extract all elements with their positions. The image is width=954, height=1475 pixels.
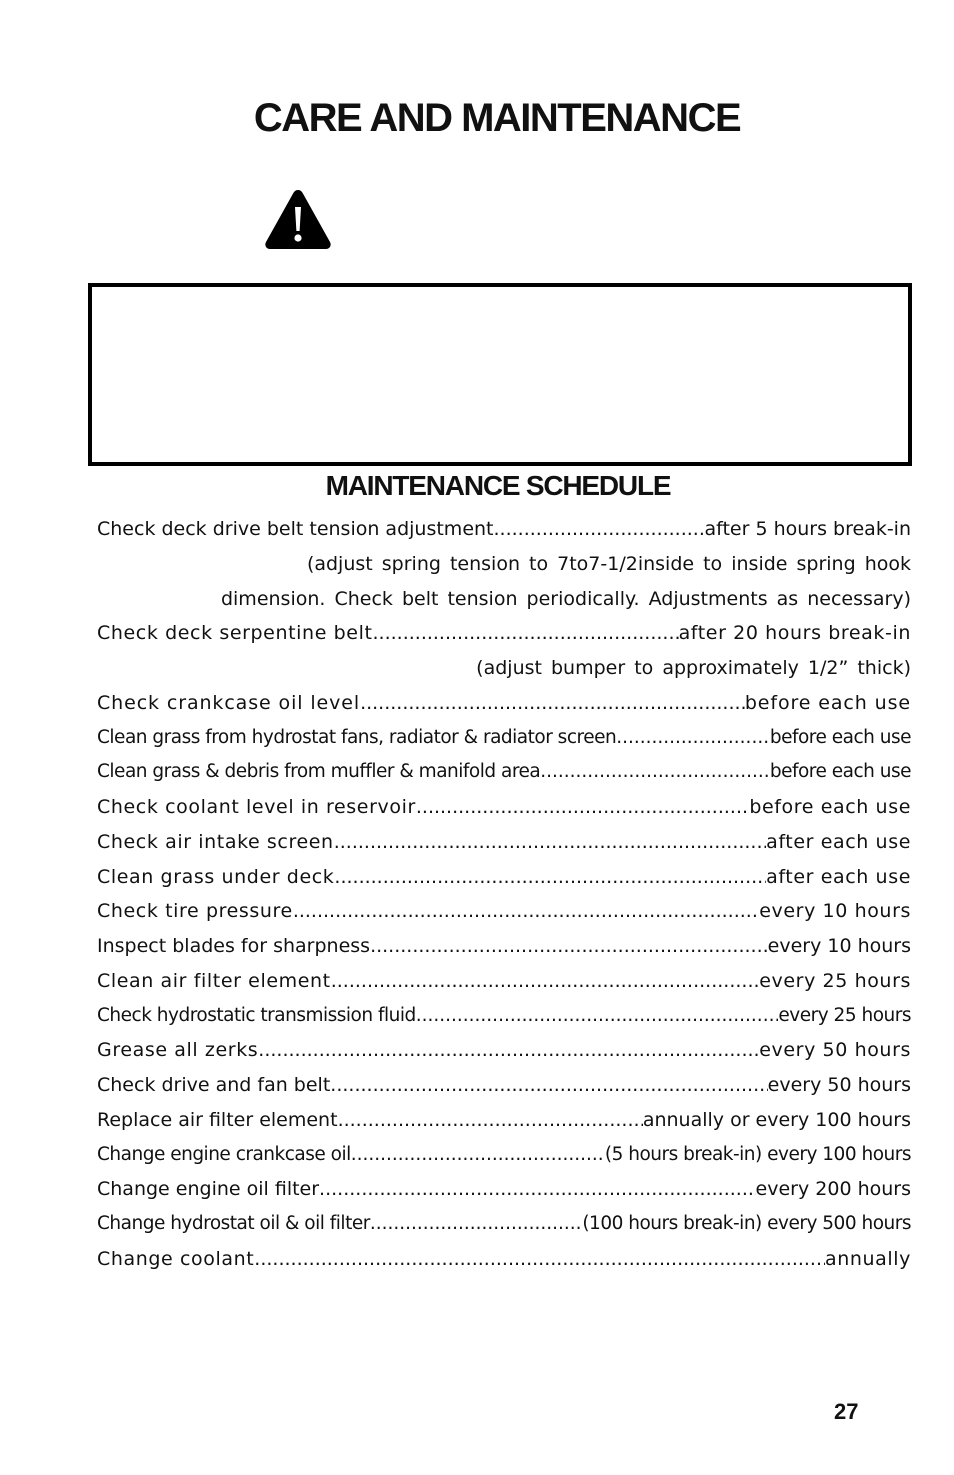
dot-leader (293, 894, 759, 929)
schedule-row (97, 721, 911, 756)
schedule-task: Inspect blades for sharpness (97, 935, 371, 957)
schedule-task: Clean grass from hydrostat fans, radiator & radiator screen (97, 726, 617, 748)
dot-leader (494, 512, 705, 547)
dot-leader (330, 1068, 767, 1103)
schedule-row (97, 1033, 911, 1068)
schedule-row (97, 755, 911, 790)
schedule-note: dimension. Check belt tension periodically. Adjustments as necessary) (220, 587, 911, 610)
maintenance-schedule (97, 512, 911, 1277)
schedule-interval: after each use (766, 830, 911, 853)
schedule-row (97, 825, 911, 860)
schedule-interval: after each use (766, 865, 911, 888)
schedule-row (97, 790, 911, 825)
dot-leader (351, 1138, 605, 1173)
schedule-interval: (5 hours break-in) every 100 hours (604, 1143, 911, 1165)
dot-leader (334, 860, 766, 895)
schedule-interval: (100 hours break-in) every 500 hours (582, 1213, 911, 1234)
dot-leader (370, 1207, 583, 1242)
schedule-interval: every 50 hours (759, 1039, 911, 1062)
dot-leader (416, 790, 749, 825)
warning-triangle-icon (263, 187, 333, 251)
dot-leader (254, 1242, 825, 1277)
schedule-task: Check crankcase oil level (97, 691, 361, 714)
page-title: CARE AND MAINTENANCE (253, 96, 741, 140)
dot-leader (331, 964, 760, 999)
schedule-row (97, 1242, 911, 1277)
dot-leader (338, 1103, 643, 1138)
schedule-interval: before each use (749, 796, 911, 818)
dot-leader (258, 1033, 759, 1068)
dot-leader (370, 929, 768, 964)
schedule-interval: after 20 hours break-in (678, 622, 911, 645)
schedule-row (97, 686, 911, 721)
dot-leader (616, 721, 770, 756)
dot-leader (360, 686, 745, 721)
schedule-interval: every 10 hours (767, 935, 911, 957)
schedule-row (97, 894, 911, 929)
schedule-interval: every 200 hours (755, 1178, 911, 1201)
schedule-note: (adjust spring tension to 7to7-1/2inside to inside spring hook (306, 552, 911, 575)
schedule-row (97, 999, 911, 1034)
schedule-interval: annually or every 100 hours (642, 1108, 911, 1131)
schedule-row (97, 860, 911, 895)
schedule-task: Change engine oil filter (97, 1178, 320, 1201)
dot-leader (319, 1172, 756, 1207)
schedule-task: Check coolant level in reservoir (97, 796, 416, 818)
dot-leader (334, 825, 766, 860)
schedule-task: Grease all zerks (97, 1039, 259, 1062)
schedule-interval: every 10 hours (759, 900, 911, 923)
schedule-note: (adjust bumper to approximately 1/2” thick) (476, 657, 911, 679)
schedule-task: Clean grass under deck (97, 865, 335, 888)
schedule-row (97, 964, 911, 999)
section-heading: MAINTENANCE SCHEDULE (325, 470, 671, 501)
dot-leader (416, 999, 779, 1034)
schedule-task: Replace air filter element (97, 1108, 338, 1131)
schedule-row (97, 512, 911, 547)
dot-leader (540, 755, 770, 790)
schedule-row (97, 1172, 911, 1207)
schedule-interval: every 50 hours (767, 1074, 911, 1096)
schedule-interval: after 5 hours break-in (704, 518, 911, 540)
schedule-task: Check tire pressure (97, 900, 293, 923)
schedule-row (97, 1207, 911, 1242)
schedule-interval: every 25 hours (759, 969, 911, 992)
warning-box (88, 283, 912, 466)
schedule-row (97, 1068, 911, 1103)
page-number: 27 (834, 1399, 859, 1424)
schedule-task: Check hydrostatic transmission fluid (97, 1004, 416, 1026)
schedule-interval: annually (824, 1247, 911, 1270)
schedule-interval: before each use (744, 691, 911, 714)
schedule-row (97, 1103, 911, 1138)
schedule-interval: every 25 hours (778, 1004, 911, 1026)
schedule-task: Clean air filter element (97, 969, 331, 992)
schedule-task: Clean grass & debris from muffler & manifold area (97, 761, 541, 783)
schedule-task: Change coolant (97, 1247, 255, 1270)
schedule-row (97, 929, 911, 964)
schedule-task: Check drive and fan belt (97, 1074, 331, 1096)
schedule-task: Check deck drive belt tension adjustment (97, 518, 494, 540)
schedule-row (97, 1138, 911, 1173)
dot-leader (373, 616, 679, 651)
schedule-task: Change hydrostat oil & oil filter (97, 1213, 370, 1234)
schedule-interval: before each use (769, 726, 911, 748)
schedule-interval: before each use (769, 761, 911, 783)
schedule-task: Change engine crankcase oil (97, 1143, 351, 1165)
schedule-row (97, 616, 911, 651)
schedule-task: Check deck serpentine belt (97, 622, 373, 645)
schedule-task: Check air intake screen (97, 830, 334, 853)
